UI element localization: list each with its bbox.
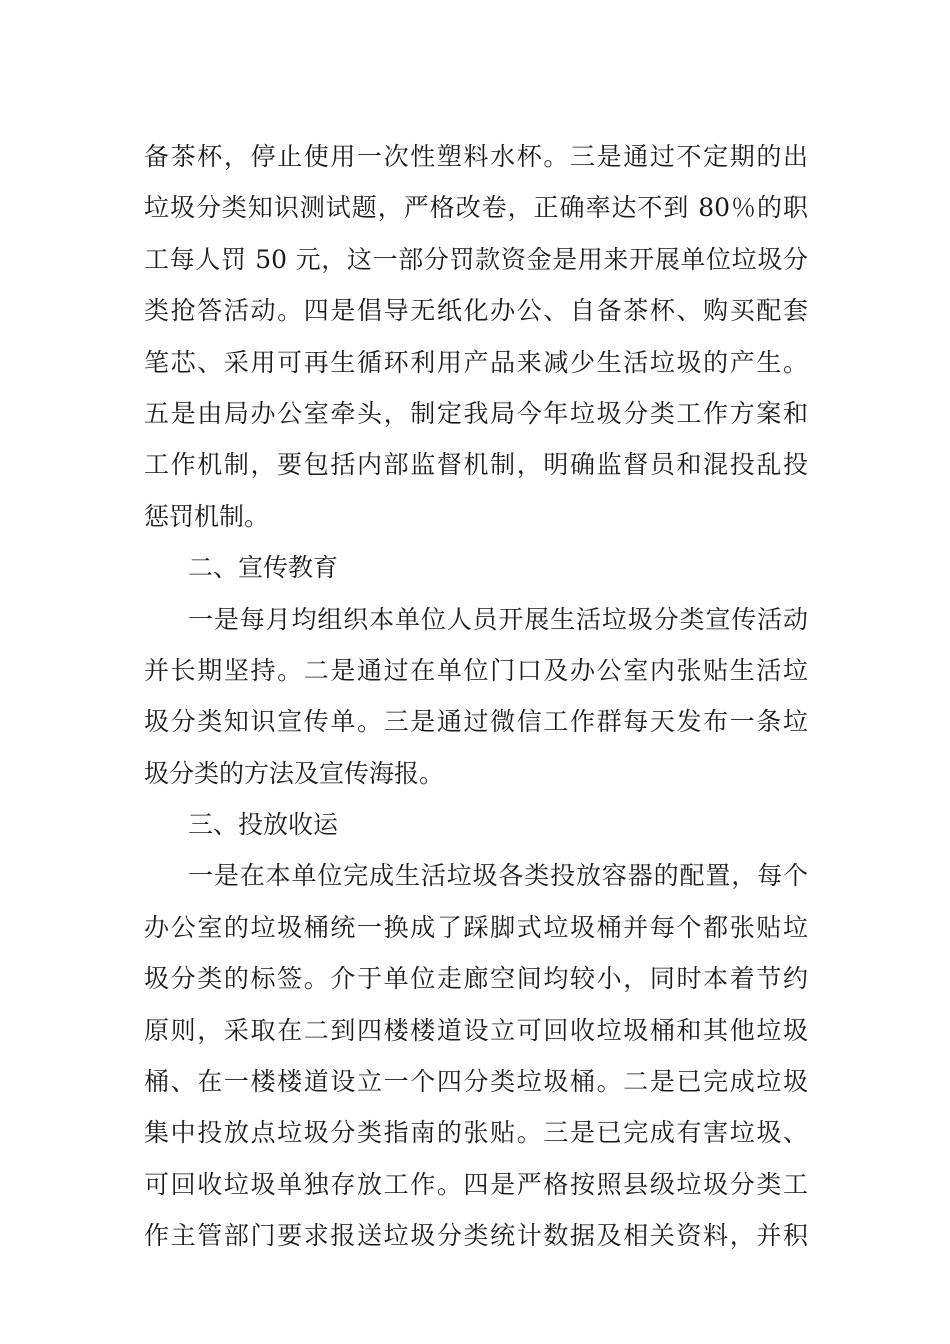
paragraph-line: 一是在本单位完成生活垃圾各类投放容器的配置，每个 [188,861,808,891]
paragraph-line: 一是每月均组织本单位人员开展生活垃圾分类宣传活动 [188,604,808,634]
paragraph-line: 工每人罚 50 元，这一部分罚款资金是用来开展单位垃圾分 [144,244,808,274]
paragraph-line: 桶、在一楼楼道设立一个四分类垃圾桶。二是已完成垃圾 [144,1067,808,1097]
paragraph-line: 惩罚机制。 [144,501,270,531]
paragraph-line: 办公室的垃圾桶统一换成了踩脚式垃圾桶并每个都张贴垃 [144,912,808,942]
document-body [144,131,808,1262]
paragraph-line: 集中投放点垃圾分类指南的张贴。三是已完成有害垃圾、 [144,1118,808,1148]
paragraph-line: 圾分类的方法及宣传海报。 [144,758,445,788]
paragraph-line: 圾分类的标签。介于单位走廊空间均较小，同时本着节约 [144,964,808,994]
paragraph-line: 五是由局办公室牵头，制定我局今年垃圾分类工作方案和 [144,398,808,428]
paragraph-line: 垃圾分类知识测试题，严格改卷，正确率达不到 80％的职 [144,193,808,223]
paragraph-line: 工作机制，要包括内部监督机制，明确监督员和混投乱投 [144,450,808,480]
paragraph-line: 并长期坚持。二是通过在单位门口及办公室内张贴生活垃 [144,655,808,685]
paragraph-line: 可回收垃圾单独存放工作。四是严格按照县级垃圾分类工 [144,1169,808,1199]
section-heading: 二、宣传教育 [188,553,339,583]
section-heading: 三、投放收运 [188,810,339,840]
paragraph-line: 备茶杯，停止使用一次性塑料水杯。三是通过不定期的出 [144,142,808,171]
paragraph-line: 圾分类知识宣传单。三是通过微信工作群每天发布一条垃 [144,707,808,737]
paragraph-line: 类抢答活动。四是倡导无纸化办公、自备茶杯、购买配套 [144,296,808,326]
paragraph-line: 笔芯、采用可再生循环利用产品来减少生活垃圾的产生。 [144,347,808,377]
paragraph-line: 作主管部门要求报送垃圾分类统计数据及相关资料，并积 [144,1221,808,1251]
paragraph-line: 原则，采取在二到四楼楼道设立可回收垃圾桶和其他垃圾 [144,1015,808,1045]
